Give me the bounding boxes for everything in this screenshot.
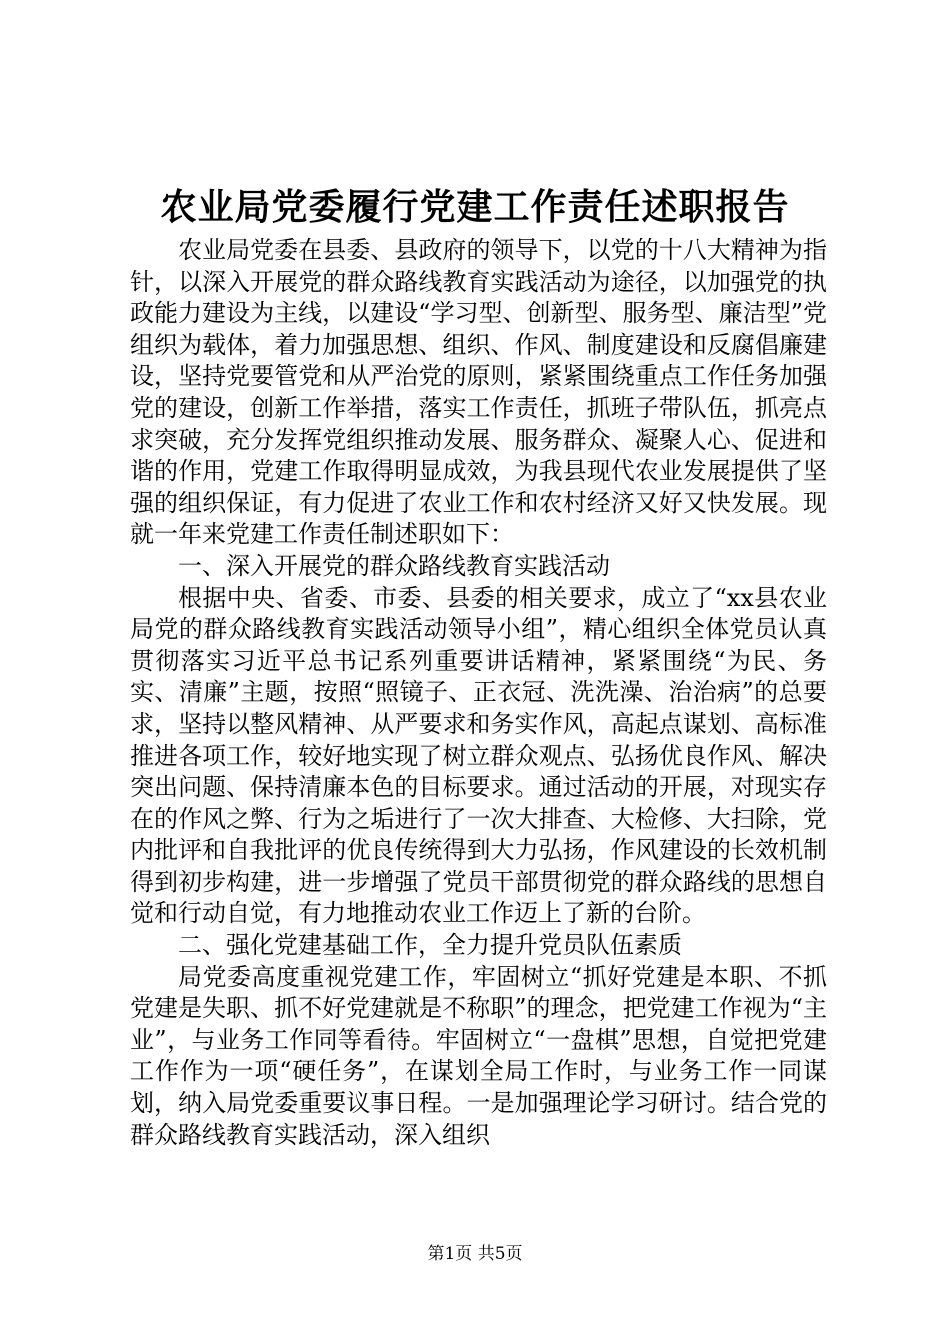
document-body xyxy=(130,235,827,1151)
paragraph-intro: 农业局党委在县委、县政府的领导下，以党的十八大精神为指针，以深入开展党的群众路线教育实践活动为途径，以加强党的执政能力建设为主线，以建设“学习型、创新型、服务型、廉洁型”党组织为载体，着力加强思想、组织、作风、制度建设和反腐倡廉建设，坚持党要管党和从严治党的原则，紧紧围绕重点工作任务加强党的建设，创新工作举措，落实工作责任，抓班子带队伍，抓亮点求突破，充分发挥党组织推动发展、服务群众、凝聚人心、促进和谐的作用，党建工作取得明显成效，为我县现代农业发展提供了坚强的组织保证，有力促进了农业工作和农村经济又好又快发展。现就一年来党建工作责任制述职如下： xyxy=(130,236,827,549)
page-number: 第1页 共5页 xyxy=(427,1244,523,1264)
section-heading-1: 一、深入开展党的群众路线教育实践活动 xyxy=(178,551,610,580)
section-heading-2: 二、强化党建基础工作，全力提升党员队伍素质 xyxy=(178,931,682,960)
document-title: 农业局党委履行党建工作责任述职报告 xyxy=(160,186,790,228)
paragraph-section-2: 局党委高度重视党建工作，牢固树立“抓好党建是本职、不抓党建是失职、抓不好党建就是不称职”的理念，把党建工作视为“主业”，与业务工作同等看待。牢固树立“一盘棋”思想，自觉把党建工作作为一项“硬任务”，在谋划全局工作时，与业务工作一同谋划，纳入局党委重要议事日程。一是加强理论学习研讨。结合党的群众路线教育实践活动，深入组织 xyxy=(130,962,827,1149)
paragraph-section-1: 根据中央、省委、市委、县委的相关要求，成立了“xx县农业局党的群众路线教育实践活动领导小组”，精心组织全体党员认真贯彻落实习近平总书记系列重要讲话精神，紧紧围绕“为民、务实、清廉”主题，按照“照镜子、正衣冠、洗洗澡、治治病”的总要求，坚持以整风精神、从严要求和务实作风，高起点谋划、高标准推进各项工作，较好地实现了树立群众观点、弘扬优良作风、解决突出问题、保持清廉本色的目标要求。通过活动的开展，对现实存在的作风之弊、行为之垢进行了一次大排查、大检修、大扫除，党内批评和自我批评的优良传统得到大力弘扬，作风建设的长效机制得到初步构建，进一步增强了党员干部贯彻党的群众路线的思想自觉和行动自觉，有力地推动农业工作迈上了新的台阶。 xyxy=(130,583,827,928)
